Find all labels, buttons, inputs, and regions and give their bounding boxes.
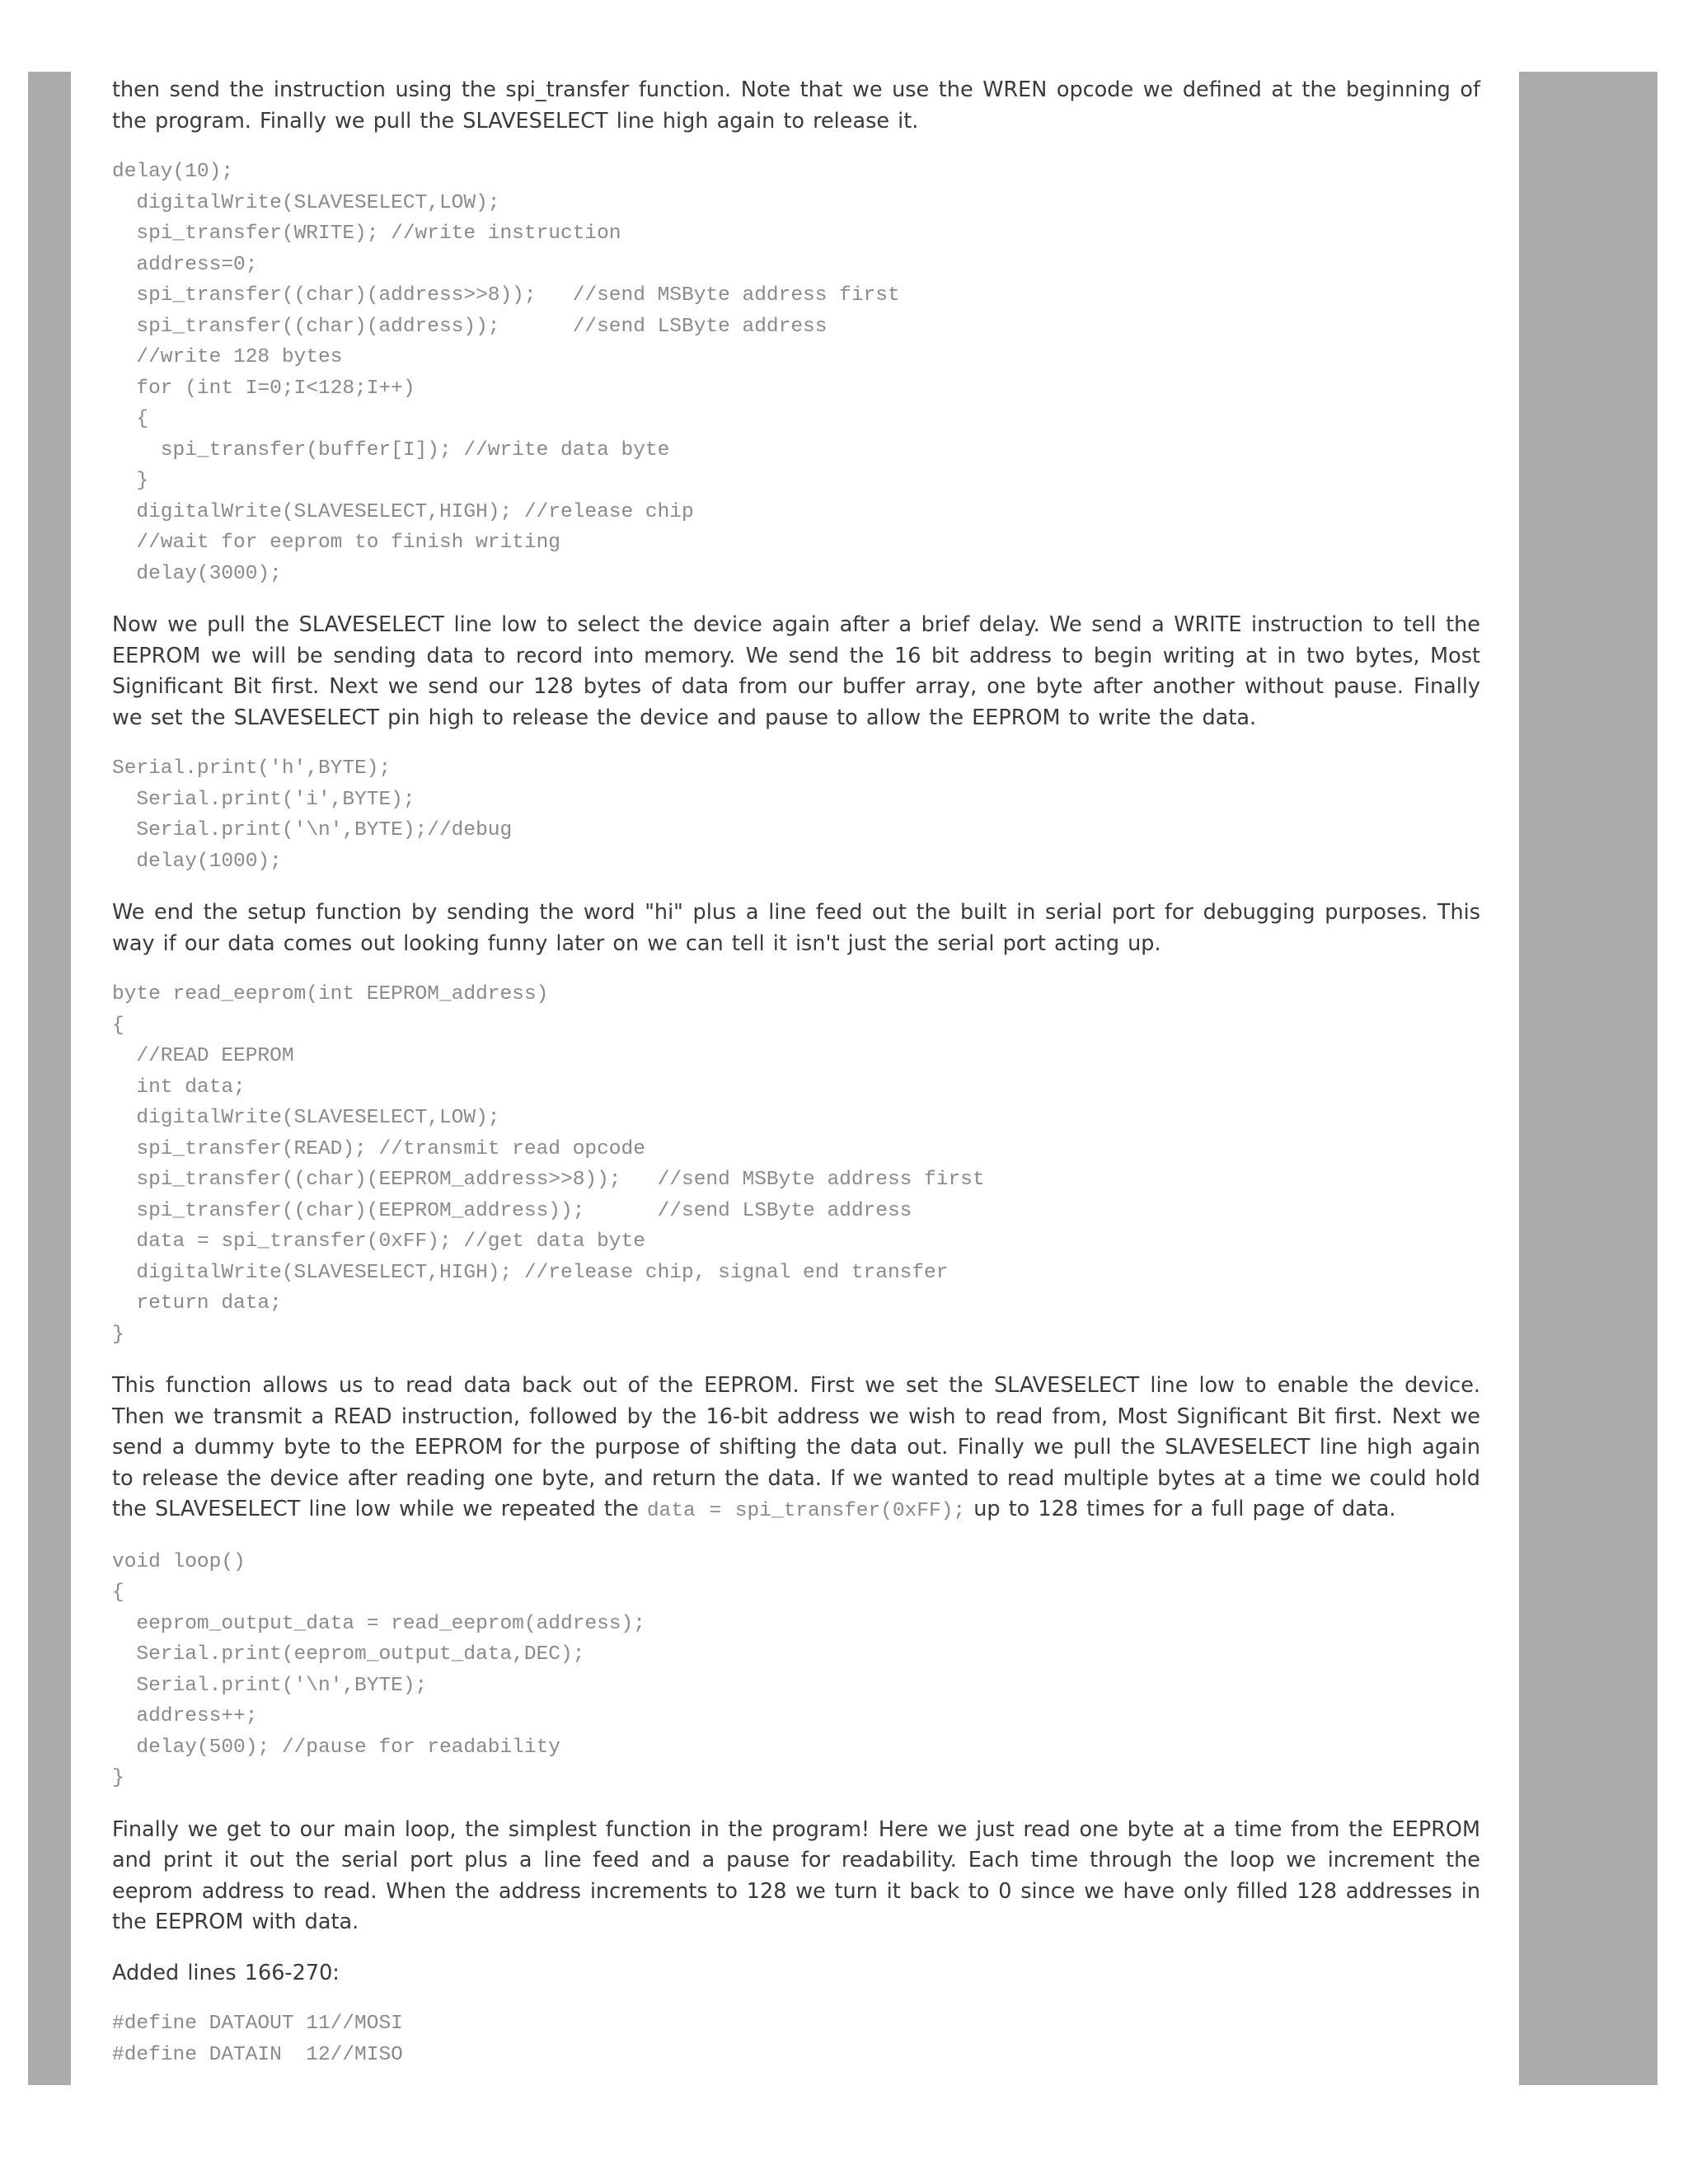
article-body	[112, 75, 1480, 2070]
right-page-margin-bar	[1519, 72, 1658, 2085]
code-block-serial-debug: Serial.print('h',BYTE); Serial.print('i',BYTE); Serial.print('\n',BYTE);//debug delay(1000);	[112, 757, 513, 873]
read-explanation-tail: up to 128 times for a full page of data.	[973, 1497, 1396, 1521]
code-block-defines: #define DATAOUT 11//MOSI #define DATAIN 12//MISO	[112, 2013, 403, 2066]
paragraph-read-explanation	[112, 1371, 1480, 1527]
paragraph-write-explanation: Now we pull the SLAVESELECT line low to select the device again after a brief delay. We send a WRITE instruction to tell the EEPROM we will be sending data to record into memory. We send the 16 bit address to begin writing at in two bytes, Most Significant Bit first. Next we send our 128 bytes of data from our buffer array, one byte after another without pause. Finally we set the SLAVESELECT pin high to release the device and pause to allow the EEPROM to write the data.	[112, 612, 1480, 730]
code-block-write-page: delay(10); digitalWrite(SLAVESELECT,LOW); spi_transfer(WRITE); //write instruction address=0; spi_transfer((char)(address>>8)); //send MSByte address first spi_transfer((char)(address)); //send LSByte address //write 128 bytes for (int I=0;I<128;I++) { spi_transfer(buffer[I]); //write data byte } digitalWrite(SLAVESELECT,HIGH); //release chip //wait for eeprom to finish writing delay(3000);	[112, 161, 900, 585]
paragraph-wren-explanation: then send the instruction using the spi_transfer function. Note that we use the WREN opcode we defined at the beginning of the program. Finally we pull the SLAVESELECT line high again to release it.	[112, 77, 1480, 134]
paragraph-setup-end-explanation: We end the setup function by sending the word "hi" plus a line feed out the built in serial port for debugging purposes. This way if our data comes out looking funny later on we can tell it isn't just the serial port acting up.	[112, 900, 1480, 956]
read-explanation-text: This function allows us to read data back out of the EEPROM. First we set the SLAVESELECT line low to enable the device. Then we transmit a READ instruction, followed by the 16-bit address we wish to read from, Most Significant Bit first. Next we send a dummy byte to the EEPROM for the purpose of shifting the data out. Finally we pull the SLAVESELECT line high again to release the device after reading one byte, and return the data. If we wanted to read multiple bytes at a time we could hold the SLAVESELECT line low while we repeated the	[112, 1373, 1480, 1521]
code-block-main-loop: void loop() { eeprom_output_data = read_eeprom(address); Serial.print(eeprom_output_data,DEC); Serial.print('\n',BYTE); address++; delay(500); //pause for readability }	[112, 1550, 645, 1789]
paragraph-loop-explanation: Finally we get to our main loop, the simplest function in the program! Here we just read one byte at a time from the EEPROM and print it out the serial port plus a line feed and a pause for readability. Each time through the loop we increment the eeprom address to read. When the address increments to 128 we turn it back to 0 since we have only filled 128 addresses in the EEPROM with data.	[112, 1816, 1480, 1934]
code-block-read-eeprom: byte read_eeprom(int EEPROM_address) { //READ EEPROM int data; digitalWrite(SLAVESELECT,LOW); spi_transfer(READ); //transmit read opcode spi_transfer((char)(EEPROM_address>>8)); //send MSByte address first spi_transfer((char)(EEPROM_address)); //send LSByte address data = spi_transfer(0xFF); //get data byte digitalWrite(SLAVESELECT,HIGH); //release chip, signal end transfer return data; }	[112, 983, 985, 1346]
inline-code-data-transfer: data = spi_transfer(0xFF);	[646, 1500, 966, 1522]
left-page-margin-bar	[28, 72, 71, 2085]
paragraph-added-lines: Added lines 166-270:	[112, 1960, 340, 1985]
